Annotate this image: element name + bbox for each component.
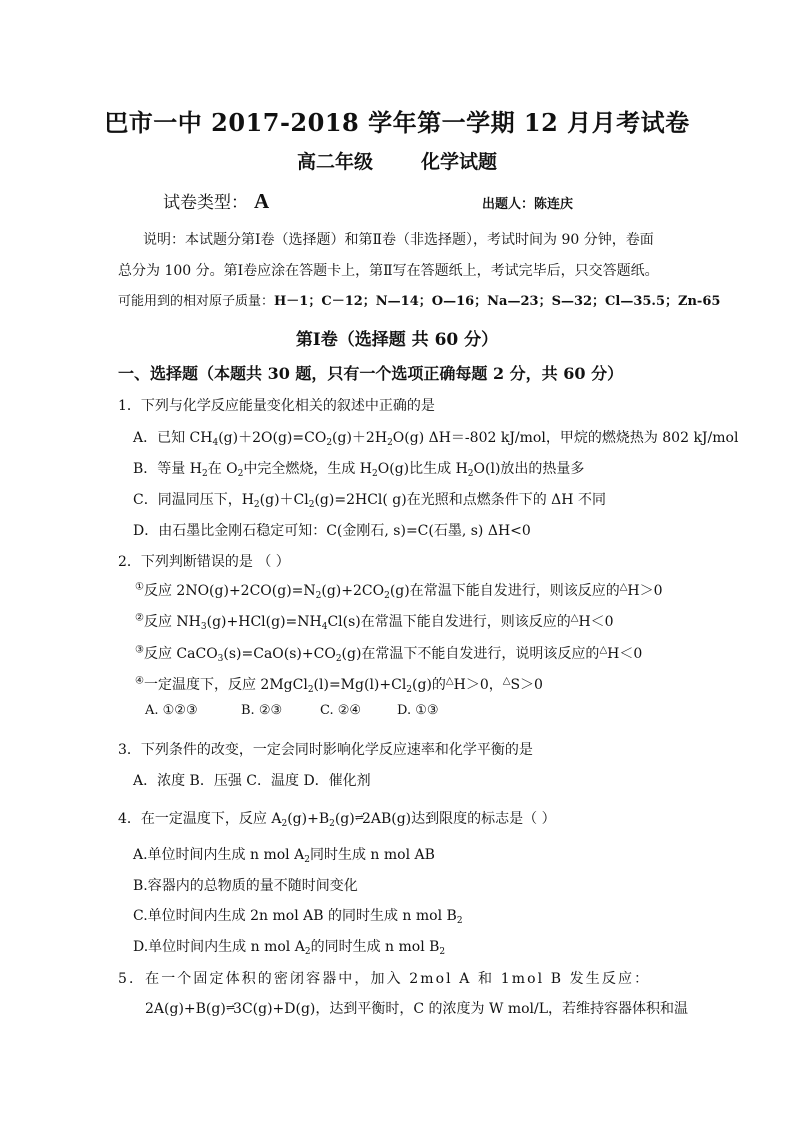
paper-type — [163, 188, 269, 214]
delta-icon: △ — [599, 644, 608, 656]
delta-icon: △ — [502, 675, 511, 687]
circled-2: ② — [135, 612, 144, 624]
question-5-stem: 5．在一个固定体积的密闭容器中，加入 2mol A 和 1mol B 发生反应： — [118, 971, 651, 987]
grade-label: 高二年级 — [296, 151, 373, 173]
circled-4: ④ — [135, 675, 144, 687]
question-1-option-c: C．同温同压下，$H_2(g)+Cl_2(g)=2HCl$( g)在光照和点燃条件下的 ΔH 不同 — [133, 492, 606, 510]
circled-1: ① — [135, 581, 144, 593]
exam-title: 巴市一中 2017-2018 学年第一学期 12 月月考试卷 — [104, 108, 690, 137]
atomic-masses-label: 可能用到的相对原子质量： — [118, 294, 275, 309]
question-3-options: A．浓度 B．压强 C．温度 D．催化剂 — [133, 773, 371, 789]
question-1-option-d: D．由石墨比金刚石稳定可知：C(金刚石, s)=C(石墨, s) ΔH<0 — [133, 523, 531, 539]
equilibrium-arrow-icon: ⇌ — [354, 811, 362, 824]
delta-icon: △ — [445, 675, 454, 687]
question-2-statement-1: ①反应 $2NO(g)+2CO(g)=N_2(g)+2CO_2(g)$在常温下能自发进行，则该反应的△H＞0 — [135, 581, 663, 601]
question-5-line-2: 2A(g)+B(g)⇌3C(g)+D(g)，达到平衡时，C 的浓度为 W mol/L，若维持容器体积和温 — [145, 1001, 689, 1017]
question-2-choice-a: A. ①②③ — [145, 703, 198, 718]
question-3-stem: 3．下列条件的改变，一定会同时影响化学反应速率和化学平衡的是 — [118, 742, 533, 758]
atomic-masses-values: H－1；C－12；N—14；O—16；Na—23；S—32；Cl—35.5；Zn-65 — [274, 294, 721, 309]
question-1-option-a: A．已知 $CH_4(g)+2O(g)=CO_2(g)+2H_2O(g)$ ΔH＝-802 kJ/mol，甲烷的燃烧热为 802 kJ/mol — [133, 430, 739, 448]
question-2-choice-c: C. ②④ — [320, 703, 362, 718]
question-4-option-b: B.容器内的总物质的量不随时间变化 — [133, 878, 358, 894]
question-4-option-a: A.单位时间内生成 n mol $A_2$同时生成 n mol AB — [133, 847, 435, 865]
question-1-option-b: B．等量 $H_2$在 $O_2$中完全燃烧，生成 $H_2O(g)$比生成 $H_2O(l)$放出的热量多 — [133, 461, 585, 479]
instructions-line-2: 总分为 100 分。第Ⅰ卷应涂在答题卡上，第Ⅱ写在答题纸上，考试完毕后，只交答题纸。 — [118, 263, 659, 279]
paper-type-value: A — [254, 189, 270, 213]
circled-3: ③ — [135, 644, 144, 656]
question-4-stem: 4．在一定温度下，反应 $A_2(g)+B_2(g)\rightleftharpoons 2AB(g)$达到限度的标志是（ ） — [118, 811, 556, 829]
delta-icon: △ — [619, 581, 628, 593]
part-heading: 一、选择题（本题共 30 题，只有一个选项正确每题 2 分，共 60 分） — [118, 364, 624, 383]
question-2-statement-4: ④一定温度下，反应 $2MgCl_2(l)=Mg(l)+Cl_2(g)$的△H＞0，△S＞0 — [135, 675, 543, 695]
author-label: 出题人：陈连庆 — [482, 197, 574, 212]
question-4-option-d: D.单位时间内生成 n mol $A_2$的同时生成 n mol $B_2$ — [133, 939, 446, 957]
question-2-choice-b: B. ②③ — [241, 703, 283, 718]
instructions-line-1: 说明：本试题分第Ⅰ卷（选择题）和第Ⅱ卷（非选择题），考试时间为 90 分钟，卷面 — [143, 232, 654, 248]
question-2-statement-3: ③反应 $CaCO_3(s)=CaO(s)+CO_2(g)$在常温下不能自发进行，说明该反应的△H＜0 — [135, 644, 643, 664]
question-2-statement-2: ②反应 $NH_3(g)+HCl(g)=NH_4Cl(s)$在常温下能自发进行，则该反应的△H＜0 — [135, 612, 614, 632]
paper-type-label: 试卷类型： — [163, 193, 248, 213]
question-2-stem: 2．下列判断错误的是 （ ） — [118, 554, 290, 570]
delta-icon: △ — [570, 612, 579, 624]
exam-subtitle — [0, 147, 794, 174]
section-title: 第Ⅰ卷（选择题 共 60 分） — [295, 330, 499, 350]
equilibrium-arrow-icon: ⇌ — [225, 1001, 234, 1014]
question-2-choice-d: D. ①③ — [397, 703, 439, 718]
atomic-masses — [118, 290, 720, 309]
question-4-option-c: C.单位时间内生成 2n mol AB 的同时生成 n mol $B_2$ — [133, 908, 463, 926]
subject-label: 化学试题 — [421, 151, 498, 173]
question-1-stem: 1．下列与化学反应能量变化相关的叙述中正确的是 — [118, 398, 435, 414]
